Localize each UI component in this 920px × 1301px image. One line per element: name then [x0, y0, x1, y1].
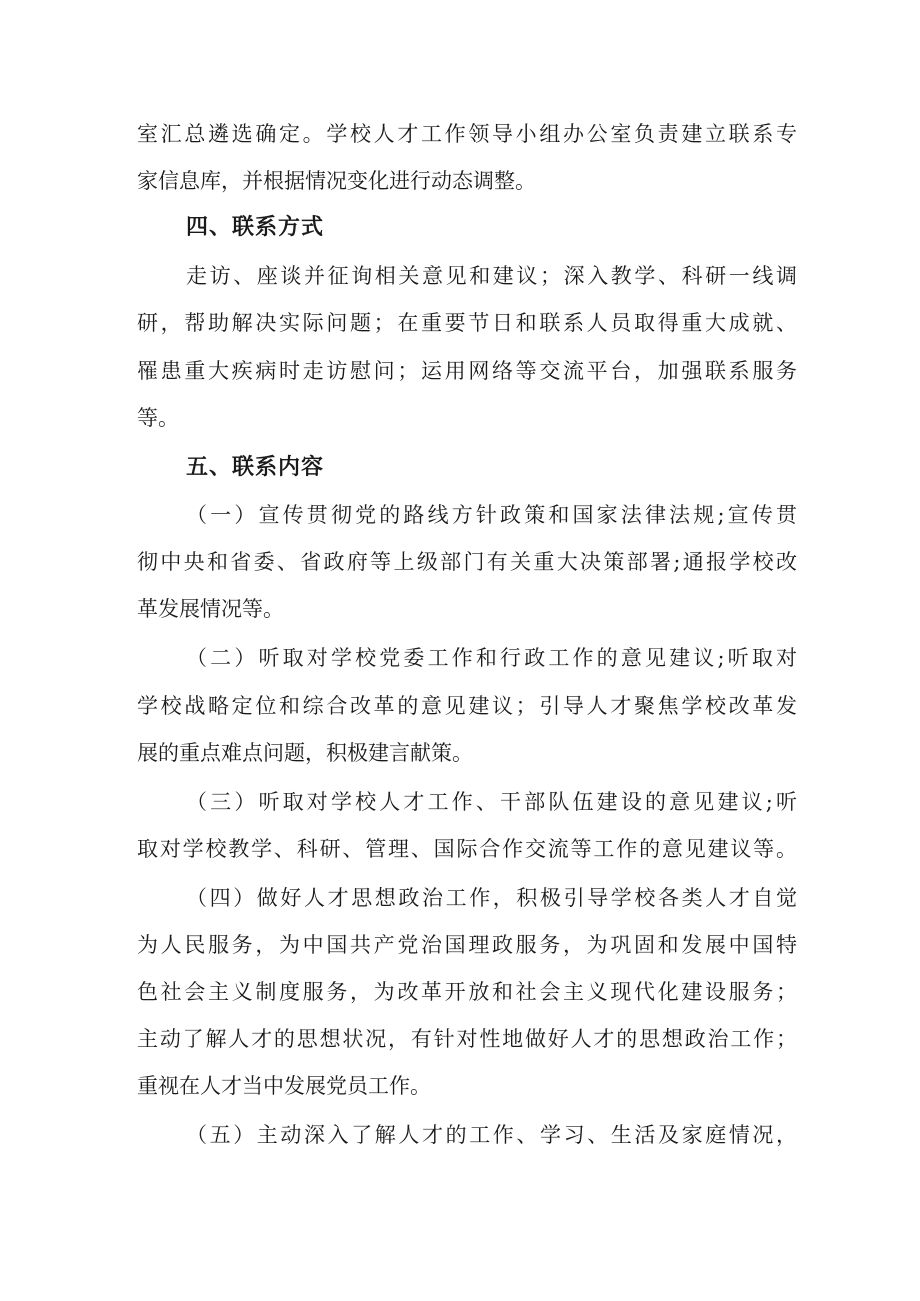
item-4-line-5: 重视在人才当中发展党员工作。 [137, 1074, 431, 1098]
section-4-line-4: 等。 [137, 406, 179, 430]
intro-line-2: 家信息库，并根据情况变化进行动态调整。 [137, 169, 536, 193]
item-4-line-4: 主动了解人才的思想状况，有针对性地做好人才的思想政治工作； [137, 1027, 797, 1051]
item-3-line-2: 取对学校教学、科研、管理、国际合作交流等工作的意见建议等。 [137, 837, 797, 861]
item-2-line-2: 学校战略定位和综合改革的意见建议；引导人才聚焦学校改革发 [137, 694, 797, 718]
section-4-line-2: 研，帮助解决实际问题；在重要节日和联系人员取得重大成就、 [137, 311, 797, 335]
item-1-line-3: 革发展情况等。 [137, 597, 284, 621]
intro-line-1: 室汇总遴选确定。学校人才工作领导小组办公室负责建立联系专 [137, 122, 797, 146]
section-4-heading: 四、联系方式 [186, 215, 325, 240]
section-4-line-1: 走访、座谈并征询相关意见和建议；深入教学、科研一线调 [186, 264, 797, 288]
section-4-line-3: 罹患重大疾病时走访慰问；运用网络等交流平台，加强联系服务 [137, 359, 797, 383]
item-4-line-1: （四）做好人才思想政治工作，积极引导学校各类人才自觉 [186, 886, 797, 910]
item-3-line-1: （三）听取对学校人才工作、干部队伍建设的意见建议;听 [186, 790, 797, 814]
item-2-line-3: 展的重点难点问题，积极建言献策。 [137, 741, 473, 765]
item-4-line-3: 色社会主义制度服务，为改革开放和社会主义现代化建设服务； [137, 980, 797, 1004]
item-4-line-2: 为人民服务，为中国共产党治国理政服务，为巩固和发展中国特 [137, 933, 797, 957]
item-1-line-2: 彻中央和省委、省政府等上级部门有关重大决策部署;通报学校改 [137, 550, 797, 574]
item-1-line-1: （一）宣传贯彻党的路线方针政策和国家法律法规;宣传贯 [186, 503, 797, 527]
section-5-heading: 五、联系内容 [186, 455, 325, 480]
item-5-line-1: （五）主动深入了解人才的工作、学习、生活及家庭情况， [186, 1123, 797, 1147]
item-2-line-1: （二）听取对学校党委工作和行政工作的意见建议;听取对 [186, 646, 797, 670]
